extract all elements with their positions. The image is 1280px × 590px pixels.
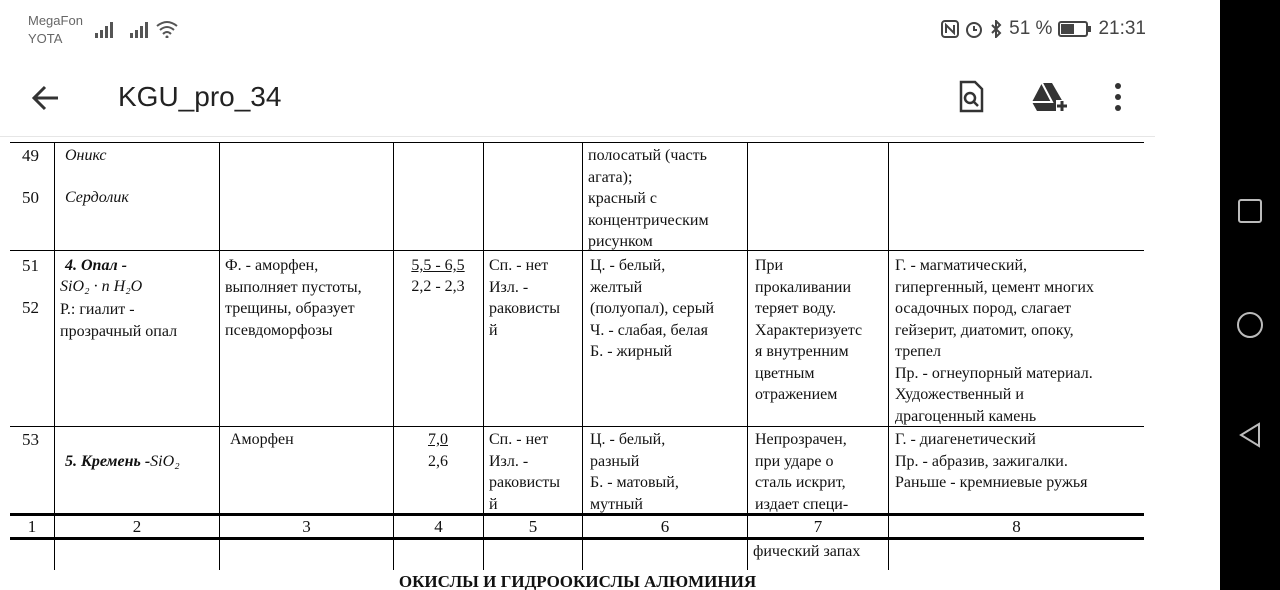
column-rule — [483, 142, 484, 515]
column-rule — [54, 540, 55, 570]
genesis-cell: Г. - диагенетический Пр. - абразив, зажигалки. Раньше - кремниевые ружья — [895, 431, 1088, 491]
column-rule — [54, 142, 55, 515]
column-rule — [393, 540, 394, 570]
document-view[interactable] — [0, 137, 1155, 590]
notes-cell: При прокаливании теряет воду. Характеризуетс я внутренним цветным отражением — [755, 257, 863, 403]
document-title: KGU_pro_34 — [118, 81, 282, 112]
column-number: 4 — [434, 517, 443, 536]
cleavage-cell: Сп. - нет Изл. - раковисты й — [489, 431, 561, 513]
column-number: 1 — [27, 517, 37, 536]
column-rule — [582, 142, 583, 515]
hardness-value: 7,0 — [428, 431, 448, 448]
section-heading: ОКИСЛЫ И ГИДРООКИСЛЫ АЛЮМИНИЯ — [398, 572, 757, 590]
mineral-variety: Р.: гиалит - прозрачный опал — [60, 301, 178, 340]
home-circle-icon[interactable] — [1235, 310, 1265, 340]
add-to-drive-icon[interactable] — [1030, 80, 1070, 114]
carrier-name-2: YOTA — [28, 31, 63, 46]
bluetooth-icon — [989, 20, 1003, 38]
genesis-cell: Г. - магматический, гипергенный, цемент многих осадочных пород, слагает гейзерит, диатомит, опоку, трепел Пр. - огнеупорный материал. Художественный и драгоценный камень — [895, 257, 1094, 425]
notes-cell: Непрозрачен, при ударе о сталь искрит, издает специ- — [755, 431, 849, 513]
search-document-icon[interactable] — [955, 80, 987, 114]
mineral-name: 5. Кремень - — [65, 452, 151, 470]
column-rule — [747, 142, 748, 515]
navigation-bar — [1220, 0, 1280, 590]
row-number: 52 — [22, 298, 39, 317]
column-rule — [483, 540, 484, 570]
clock: 21:31 — [1098, 18, 1146, 39]
row-number: 51 — [22, 256, 39, 275]
mineral-name: Сердолик — [65, 189, 129, 206]
carrier-name-1: MegaFon — [28, 13, 83, 28]
signal-icon — [95, 20, 117, 38]
form-cell: Аморфен — [230, 431, 294, 448]
form-cell: Ф. - аморфен, выполняет пустоты, трещины, образует псевдоморфозы — [225, 257, 362, 339]
back-triangle-icon[interactable] — [1237, 421, 1263, 449]
notes-continuation: фический запах — [753, 543, 861, 560]
properties-cell: Ц. - белый, желтый (полуопал), серый Ч. - слабая, белая Б. - жирный — [590, 257, 715, 360]
row-number: 50 — [22, 188, 39, 207]
recents-square-icon[interactable] — [1237, 198, 1263, 224]
column-number: 3 — [302, 517, 311, 536]
mineral-formula: SiO₂ · n H₂O — [60, 278, 143, 295]
column-rule — [219, 142, 220, 515]
mineral-formula: SiO₂ — [150, 452, 180, 470]
density-value: 2,2 - 2,3 — [411, 278, 465, 295]
column-rule — [393, 142, 394, 515]
alarm-icon — [965, 20, 983, 38]
column-rule — [219, 540, 220, 570]
back-arrow-icon[interactable] — [30, 82, 62, 114]
wifi-icon — [155, 20, 179, 38]
app-bar — [0, 62, 1155, 137]
mineral-name-group — [65, 429, 180, 472]
density-value: 2,6 — [428, 453, 448, 470]
row-number: 53 — [22, 430, 39, 449]
column-rule — [888, 540, 889, 570]
table-rule — [10, 250, 1144, 251]
status-bar — [0, 0, 1220, 60]
row-number: 49 — [22, 146, 39, 165]
signal-icon-2 — [130, 20, 152, 38]
battery-icon — [1058, 20, 1092, 38]
properties-cell: Ц. - белый, разный Б. - матовый, мутный — [590, 431, 679, 513]
column-rule — [888, 142, 889, 515]
status-right-group — [941, 18, 1146, 40]
more-options-icon[interactable] — [1110, 80, 1126, 114]
battery-percent: 51 % — [1009, 18, 1053, 39]
hardness-value: 5,5 - 6,5 — [411, 257, 465, 274]
column-rule — [582, 540, 583, 570]
column-number: 7 — [813, 517, 823, 536]
nfc-icon — [941, 20, 959, 38]
column-number: 5 — [528, 517, 538, 536]
table-rule — [10, 142, 1144, 143]
column-number: 2 — [132, 517, 142, 536]
column-number: 8 — [1012, 517, 1021, 536]
properties-cell: полосатый (часть агата); красный с концентрическим рисунком — [588, 147, 709, 250]
mineral-name: 4. Опал - — [65, 257, 127, 274]
cleavage-cell: Сп. - нет Изл. - раковисты й — [489, 257, 561, 339]
column-number: 6 — [660, 517, 670, 536]
mineral-name: Оникс — [65, 147, 107, 164]
column-rule — [747, 540, 748, 570]
